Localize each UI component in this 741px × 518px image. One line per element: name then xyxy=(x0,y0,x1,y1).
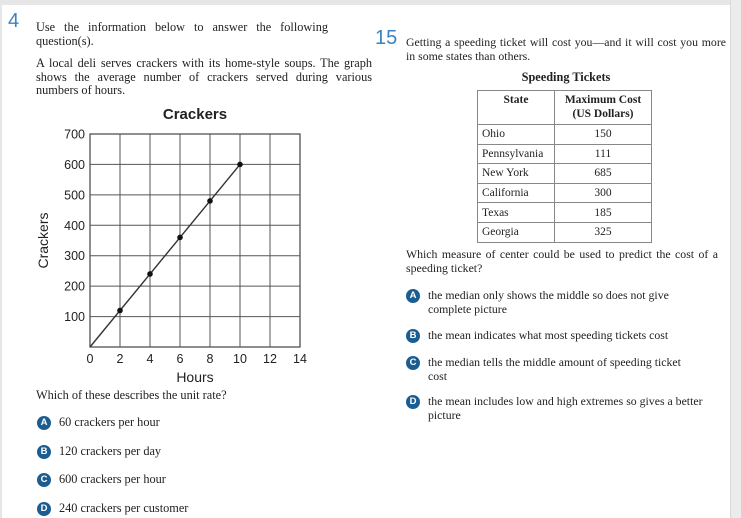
option-text: 120 crackers per day xyxy=(59,444,162,458)
y-tick-label: 300 xyxy=(64,249,85,264)
state-cell: New York xyxy=(478,164,555,184)
cost-cell: 300 xyxy=(555,183,652,203)
option-text: the mean indicates what most speeding tickets cost xyxy=(428,328,669,342)
q4-option-c[interactable] xyxy=(37,473,166,487)
option-badge: B xyxy=(406,329,420,343)
plot-area xyxy=(90,134,300,347)
x-tick-label: 4 xyxy=(146,352,154,366)
crackers-chart xyxy=(0,100,330,390)
state-cell: Texas xyxy=(478,203,555,223)
data-point xyxy=(147,271,153,277)
q15-option-d[interactable] xyxy=(406,395,711,422)
table-header-row xyxy=(478,91,652,125)
data-point xyxy=(237,162,243,168)
cost-cell: 325 xyxy=(555,222,652,242)
x-tick-label: 14 xyxy=(293,352,307,366)
q4-option-d[interactable] xyxy=(37,502,188,516)
table-row xyxy=(478,125,652,145)
option-text: the median only shows the middle so does not give complete picture xyxy=(428,288,669,316)
option-badge: D xyxy=(406,395,420,409)
q4-intro: Use the information below to answer the following question(s). xyxy=(36,20,328,48)
option-badge: C xyxy=(37,473,51,487)
q4-option-b[interactable] xyxy=(37,445,161,459)
cost-cell: 685 xyxy=(555,164,652,184)
state-cell: Ohio xyxy=(478,125,555,145)
option-text: the mean includes low and high extremes so gives a better picture xyxy=(428,394,703,422)
q15-option-a[interactable] xyxy=(406,289,706,316)
table-title: Speeding Tickets xyxy=(521,70,611,84)
scrollbar-track[interactable] xyxy=(730,0,741,518)
table-row xyxy=(478,164,652,184)
q15-intro: Getting a speeding ticket will cost you—and it will cost you more in some states than others. xyxy=(406,35,726,63)
data-point xyxy=(177,235,183,241)
table-row xyxy=(478,222,652,242)
q4-option-a[interactable] xyxy=(37,416,160,430)
x-tick-label: 8 xyxy=(206,352,214,366)
y-tick-label: 600 xyxy=(64,157,85,172)
x-tick-label: 10 xyxy=(233,352,247,366)
x-tick-label: 6 xyxy=(176,352,184,366)
x-tick-label: 12 xyxy=(263,352,277,366)
cost-cell: 150 xyxy=(555,125,652,145)
option-badge: A xyxy=(406,289,420,303)
y-tick-label: 400 xyxy=(64,218,85,233)
data-point xyxy=(207,198,213,204)
q15-question: Which measure of center could be used to predict the cost of a speeding ticket? xyxy=(406,247,718,275)
question-number-4: 4 xyxy=(8,10,20,32)
table-row xyxy=(478,183,652,203)
q4-passage: A local deli serves crackers with its home-style soups. The graph shows the average number of crackers served during various numbers of hours. xyxy=(36,56,372,97)
q15-option-b[interactable] xyxy=(406,329,726,343)
table-row xyxy=(478,144,652,164)
option-badge: B xyxy=(37,445,51,459)
y-tick-label: 500 xyxy=(64,188,85,203)
header-line-1: Maximum Cost xyxy=(564,94,642,106)
table-row xyxy=(478,203,652,223)
option-badge: A xyxy=(37,416,51,430)
x-tick-label: 0 xyxy=(86,352,94,366)
chart-title: Crackers xyxy=(162,106,228,123)
option-badge: D xyxy=(37,502,51,516)
x-tick-label: 2 xyxy=(116,352,124,366)
q15-option-c[interactable] xyxy=(406,356,696,383)
state-cell: Georgia xyxy=(478,222,555,242)
x-axis-label: Hours xyxy=(176,369,214,385)
data-point xyxy=(117,308,123,314)
option-text: 60 crackers per hour xyxy=(59,415,160,429)
option-text: the median tells the middle amount of speeding ticket cost xyxy=(428,355,681,383)
option-text: 240 crackers per customer xyxy=(59,501,189,515)
option-text: 600 crackers per hour xyxy=(59,472,166,486)
header-state: State xyxy=(478,91,555,125)
y-tick-label: 700 xyxy=(64,127,85,142)
option-badge: C xyxy=(406,356,420,370)
header-line-2: (US Dollars) xyxy=(572,108,634,120)
state-cell: Pennsylvania xyxy=(478,144,555,164)
y-axis-label: Crackers xyxy=(35,212,51,269)
question-number-15: 15 xyxy=(375,27,398,49)
page-top-edge xyxy=(0,0,741,5)
q4-question: Which of these describes the unit rate? xyxy=(36,388,227,402)
cost-cell: 185 xyxy=(555,203,652,223)
y-tick-label: 200 xyxy=(64,279,85,294)
cost-cell: 111 xyxy=(555,144,652,164)
header-maximum-cost xyxy=(555,91,652,125)
y-tick-label: 100 xyxy=(64,310,85,325)
speeding-tickets-table xyxy=(477,90,652,243)
state-cell: California xyxy=(478,183,555,203)
